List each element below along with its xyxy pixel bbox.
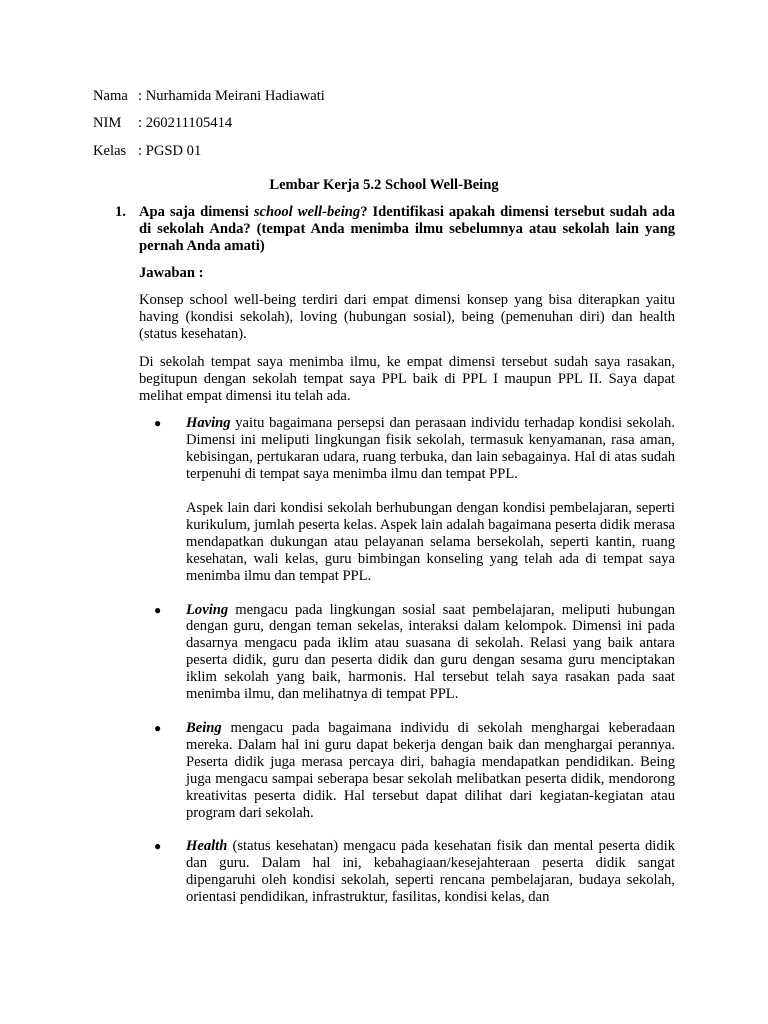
having-paragraph	[186, 415, 675, 483]
being-text: mengacu pada bagaimana individu di sekolah menghargai keberadaan mereka. Dalam hal ini guru dapat bekerja dengan baik dan menghargai perannya. Peserta didik juga merasa percaya diri, bahagia mendapatkan pendidikan. Being juga mengacu sampai seberapa besar sekolah melibatkan peserta didik, mendorong kreativitas peserta didik. Hal tersebut dapat dilihat dari kegiatan-kegiatan atau program dari sekolah.	[186, 720, 675, 821]
question-italic-term: school well-being	[253, 204, 361, 221]
header-nama-row	[93, 88, 675, 105]
nim-value: : 260211105414	[138, 115, 233, 132]
dimension-list	[139, 415, 675, 906]
term-health: Health	[186, 838, 228, 855]
nim-label: NIM	[93, 115, 122, 132]
bullet-icon: ●	[154, 721, 162, 736]
worksheet-title: Lembar Kerja 5.2 School Well-Being	[269, 177, 499, 194]
answer-label: Jawaban :	[139, 265, 204, 282]
kelas-label: Kelas	[93, 142, 127, 159]
question-1	[93, 204, 675, 255]
list-item-having	[139, 415, 675, 584]
bullet-icon: ●	[154, 416, 162, 431]
list-item-being	[139, 720, 675, 821]
header-kelas-row	[93, 143, 675, 160]
bullet-icon: ●	[154, 602, 162, 617]
having-text: yaitu bagaimana persepsi dan perasaan individu terhadap kondisi sekolah. Dimensi ini meliputi lingkungan fisik sekolah, termasuk kenyamanan, rasa aman, kebisingan, pertukaran udara, ruang terbuka, dan lain sebagainya. Hal di atas sudah terpenuhi di tempat saya menimba ilmu dan tempat PPL.	[186, 415, 675, 483]
dimension-being	[186, 720, 675, 821]
answer-body	[139, 292, 675, 404]
header-nim-row	[93, 115, 675, 132]
health-text: (status kesehatan) mengacu pada kesehatan fisik dan mental peserta didik dan guru. Dalam hal ini, kebahagiaan/kesejahteraan peserta didik sangat dipengaruhi oleh kondisi sekolah, seperti rencana pembelajaran, budaya sekolah, orientasi pendidikan, infrastruktur, fasilitas, kondisi kelas, dan	[186, 838, 675, 906]
term-having: Having	[186, 415, 231, 432]
loving-paragraph	[186, 602, 675, 703]
answer-paragraph-2: Di sekolah tempat saya menimba ilmu, ke empat dimensi tersebut sudah saya rasakan, begitupun dengan sekolah tempat saya PPL baik di PPL I maupun PPL II. Saya dapat melihat empat dimensi itu telah ada.	[139, 353, 675, 404]
list-item-health	[139, 838, 675, 906]
dimension-having	[186, 415, 675, 584]
nama-value: : Nurhamida Meirani Hadiawati	[138, 88, 325, 104]
health-paragraph	[186, 838, 675, 906]
term-loving: Loving	[186, 601, 229, 618]
kelas-value: : PGSD 01	[138, 142, 202, 159]
document-content	[93, 88, 675, 923]
loving-text: mengacu pada lingkungan sosial saat pembelajaran, meliputi hubungan dengan guru, dengan teman sekelas, interaksi dalam kelompok. Dimensi ini pada dasarnya mengacu pada iklim atau suasana di sekolah. Relasi yang baik antara peserta didik, guru dan peserta didik dan guru dengan sesama guru menciptakan iklim sekolah yang baik, harmonis. Hal tersebut telah saya rasakan pada saat menimba ilmu, dan melihatnya di tempat PPL.	[186, 601, 675, 703]
dimension-health	[186, 838, 675, 906]
question-part-1: Apa saja dimensi	[139, 204, 254, 221]
having-extra-paragraph: Aspek lain dari kondisi sekolah berhubungan dengan kondisi pembelajaran, seperti kurikulum, jumlah peserta kelas. Aspek lain adalah bagaimana peserta didik merasa mendapatkan dukungan atau pelayanan selama bersekolah, seperti kantin, ruang kesehatan, wali kelas, guru bimbingan konseling yang telah ada di tempat saya menimba ilmu dan tempat PPL.	[186, 500, 675, 584]
nama-label: Nama	[93, 88, 128, 104]
dimension-loving	[186, 602, 675, 703]
bullet-icon: ●	[154, 839, 162, 854]
question-number: 1.	[115, 204, 126, 221]
question-part-2: ? Identifikasi apakah dimensi tersebut sudah ada di sekolah Anda? (tempat Anda menimba ilmu sebelumnya atau sekolah lain yang pernah Anda amati)	[139, 204, 675, 255]
term-being: Being	[186, 720, 222, 737]
being-paragraph	[186, 720, 675, 821]
answer-paragraph-1: Konsep school well-being terdiri dari empat dimensi konsep yang bisa diterapkan yaitu having (kondisi sekolah), loving (hubungan sosial), being (pemenuhan diri) dan health (status kesehatan).	[139, 291, 675, 342]
question-text	[139, 204, 675, 255]
list-item-loving	[139, 602, 675, 703]
